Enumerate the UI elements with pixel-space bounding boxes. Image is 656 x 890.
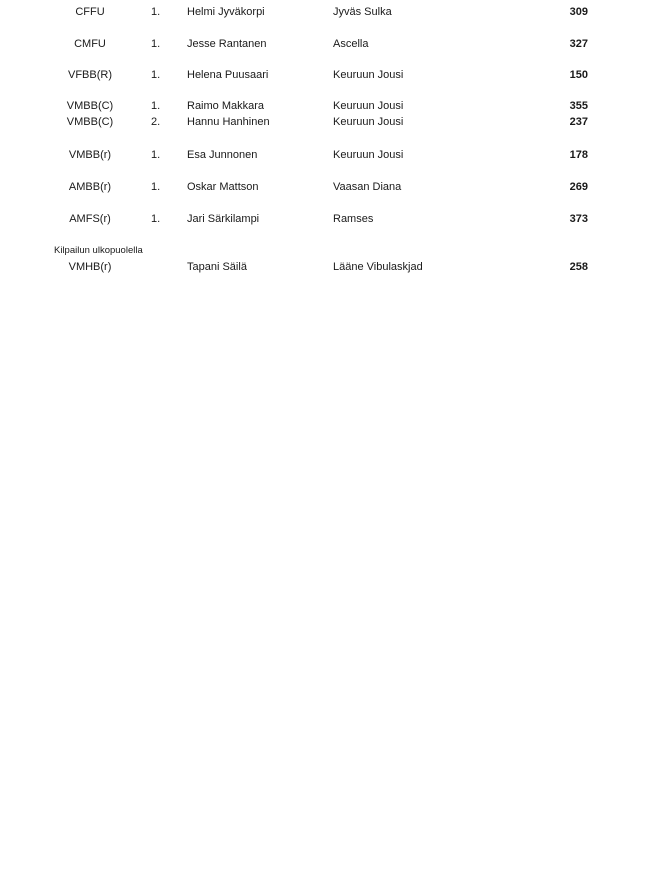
name-cell: Hannu Hanhinen xyxy=(187,116,270,128)
club-cell: Ascella xyxy=(333,38,369,50)
class-cell: VMBB(C) xyxy=(66,100,114,112)
name-cell: Helmi Jyväkorpi xyxy=(187,6,265,18)
class-cell: CFFU xyxy=(75,6,105,18)
name-cell: Tapani Säilä xyxy=(187,261,247,273)
club-cell: Lääne Vibulaskjad xyxy=(333,261,423,273)
club-cell: Keuruun Jousi xyxy=(333,116,404,128)
result-row xyxy=(0,68,656,82)
class-cell: CMFU xyxy=(74,38,106,50)
name-cell: Jesse Rantanen xyxy=(187,38,267,50)
class-cell: VMBB(r) xyxy=(68,149,112,161)
rank-cell: 1. xyxy=(151,213,161,225)
club-cell: Jyväs Sulka xyxy=(333,6,392,18)
score-cell: 269 xyxy=(569,181,588,193)
class-cell: VMHB(r) xyxy=(68,261,112,273)
result-row xyxy=(0,180,656,194)
class-cell: AMBB(r) xyxy=(68,181,112,193)
name-cell: Raimo Makkara xyxy=(187,100,265,112)
rank-cell: 1. xyxy=(151,100,161,112)
club-cell: Vaasan Diana xyxy=(333,181,402,193)
name-cell: Jari Särkilampi xyxy=(187,213,260,225)
score-cell: 150 xyxy=(569,69,588,81)
score-cell: 237 xyxy=(569,116,588,128)
result-row xyxy=(0,99,656,113)
outside-competition-row xyxy=(0,260,656,274)
club-cell: Keuruun Jousi xyxy=(333,100,404,112)
outside-competition-heading: Kilpailun ulkopuolella xyxy=(54,245,143,256)
score-cell: 178 xyxy=(569,149,588,161)
rank-cell: 1. xyxy=(151,181,161,193)
rank-cell: 1. xyxy=(151,6,161,18)
club-cell: Keuruun Jousi xyxy=(333,69,404,81)
score-cell: 355 xyxy=(569,100,588,112)
rank-cell: 1. xyxy=(151,69,161,81)
rank-cell: 1. xyxy=(151,149,161,161)
score-cell: 309 xyxy=(569,6,588,18)
rank-cell: 2. xyxy=(151,116,161,128)
result-row xyxy=(0,5,656,19)
class-cell: VMBB(C) xyxy=(66,116,114,128)
club-cell: Keuruun Jousi xyxy=(333,149,404,161)
result-row xyxy=(0,37,656,51)
name-cell: Oskar Mattson xyxy=(187,181,259,193)
name-cell: Esa Junnonen xyxy=(187,149,258,161)
result-row xyxy=(0,148,656,162)
score-cell: 373 xyxy=(569,213,588,225)
class-cell: VFBB(R) xyxy=(68,69,112,81)
name-cell: Helena Puusaari xyxy=(187,69,269,81)
club-cell: Ramses xyxy=(333,213,374,225)
score-cell: 258 xyxy=(569,261,588,273)
score-cell: 327 xyxy=(569,38,588,50)
rank-cell: 1. xyxy=(151,38,161,50)
result-row xyxy=(0,115,656,129)
class-cell: AMFS(r) xyxy=(69,213,111,225)
result-row xyxy=(0,212,656,226)
